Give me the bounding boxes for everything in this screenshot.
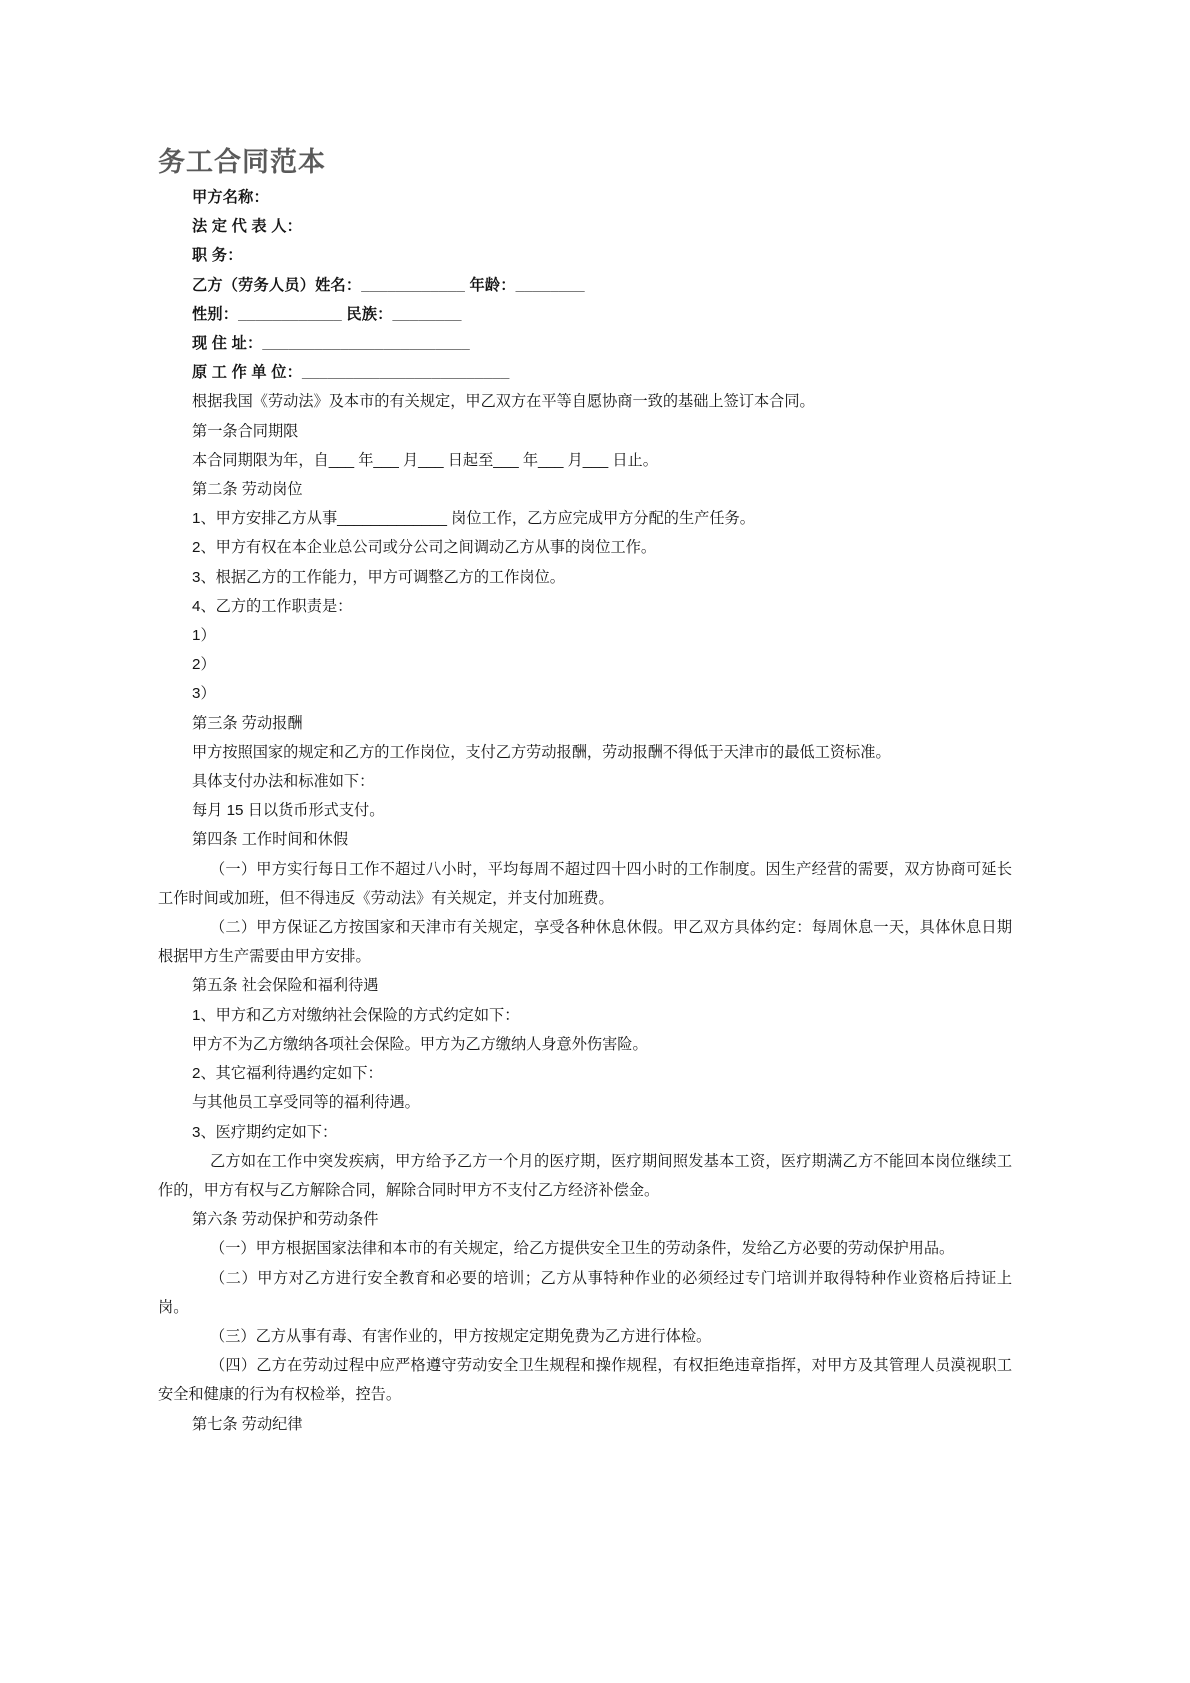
paragraph-article-5-item-2: 2、其它福利待遇约定如下： bbox=[192, 1065, 383, 1083]
paragraph-article-5-heading: 第五条 社会保险和福利待遇 bbox=[192, 977, 379, 995]
paragraph-article-3-body: 甲方按照国家的规定和乙方的工作岗位，支付乙方劳动报酬，劳动报酬不得低于天津市的最低工资标准。 bbox=[192, 743, 891, 761]
paragraph-article-3-method: 具体支付办法和标准如下： bbox=[192, 773, 375, 791]
paragraph-party-a-name: 甲方名称： bbox=[192, 189, 269, 206]
paragraph-duty-3: 3） bbox=[192, 685, 216, 703]
paragraph-article-5-item-1: 1、甲方和乙方对缴纳社会保险的方式约定如下： bbox=[192, 1006, 520, 1024]
paragraph-article-3-heading: 第三条 劳动报酬 bbox=[192, 714, 303, 732]
paragraph-article-5-item-1-body: 甲方不为乙方缴纳各项社会保险。甲方为乙方缴纳人身意外伤害险。 bbox=[192, 1035, 648, 1053]
paragraph-article-5-item-3-body: 乙方如在工作中突发疾病，甲方给予乙方一个月的医疗期，医疗期间照发基本工资，医疗期满乙方不能回本岗位继续工作的，甲方有权与乙方解除合同，解除合同时甲方不支付乙方经济补偿金。 bbox=[158, 1152, 1012, 1199]
paragraph-article-3-payday: 每月 15 日以货币形式支付。 bbox=[192, 802, 385, 820]
paragraph-article-6-item-1: （一）甲方根据国家法律和本市的有关规定，给乙方提供安全卫生的劳动条件，发给乙方必要的劳动保护用品。 bbox=[210, 1240, 955, 1258]
paragraph-article-5-item-2-body: 与其他员工享受同等的福利待遇。 bbox=[192, 1094, 420, 1112]
paragraph-article-2-item-4: 4、乙方的工作职责是： bbox=[192, 597, 353, 615]
paragraph-article-4-heading: 第四条 工作时间和休假 bbox=[192, 831, 349, 849]
paragraph-current-address: 现 住 址：________________________ bbox=[192, 335, 470, 353]
paragraph-article-1-heading: 第一条合同期限 bbox=[192, 422, 299, 440]
paragraph-duty-1: 1） bbox=[192, 627, 216, 645]
paragraph-duty-2: 2） bbox=[192, 656, 216, 674]
paragraph-article-2-item-3: 3、根据乙方的工作能力，甲方可调整乙方的工作岗位。 bbox=[192, 568, 565, 586]
paragraph-article-2-item-2: 2、甲方有权在本企业总公司或分公司之间调动乙方从事的岗位工作。 bbox=[192, 539, 657, 557]
paragraph-article-6-item-4: （四）乙方在劳动过程中应严格遵守劳动安全卫生规程和操作规程，有权拒绝违章指挥，对甲方及其管理人员漠视职工安全和健康的行为有权检举，控告。 bbox=[158, 1357, 1012, 1404]
paragraph-article-2-heading: 第二条 劳动岗位 bbox=[192, 481, 303, 499]
paragraph-article-4-item-1: （一）甲方实行每日工作不超过八小时，平均每周不超过四十四小时的工作制度。因生产经营的需要，双方协商可延长工作时间或加班，但不得违反《劳动法》有关规定，并支付加班费。 bbox=[158, 860, 1012, 907]
paragraph-article-7-heading: 第七条 劳动纪律 bbox=[192, 1415, 303, 1433]
paragraph-former-employer: 原 工 作 单 位：________________________ bbox=[192, 364, 510, 382]
document-title: 务工合同范本 bbox=[158, 147, 326, 177]
paragraph-article-6-item-3: （三）乙方从事有毒、有害作业的，甲方按规定定期免费为乙方进行体检。 bbox=[210, 1327, 712, 1345]
paragraph-legal-representative: 法 定 代 表 人： bbox=[192, 218, 303, 236]
paragraph-position: 职 务： bbox=[192, 247, 243, 265]
paragraph-preamble: 根据我国《劳动法》及本市的有关规定，甲乙双方在平等自愿协商一致的基础上签订本合同。 bbox=[192, 393, 815, 411]
paragraph-party-b-name-age: 乙方（劳务人员）姓名：____________ 年龄：________ bbox=[192, 276, 585, 294]
paragraph-article-2-item-1: 1、甲方安排乙方从事_____________ 岗位工作，乙方应完成甲方分配的生产任务。 bbox=[192, 510, 755, 528]
paragraph-article-6-heading: 第六条 劳动保护和劳动条件 bbox=[192, 1211, 379, 1229]
paragraph-article-6-item-2: （二）甲方对乙方进行安全教育和必要的培训；乙方从事特种作业的必须经过专门培训并取得特种作业资格后持证上岗。 bbox=[158, 1269, 1012, 1316]
document-body bbox=[158, 183, 1012, 1439]
paragraph-article-5-item-3: 3、医疗期约定如下： bbox=[192, 1123, 338, 1141]
paragraph-article-4-item-2: （二）甲方保证乙方按国家和天津市有关规定，享受各种休息休假。甲乙双方具体约定：每周休息一天，具体休息日期根据甲方生产需要由甲方安排。 bbox=[158, 919, 1012, 966]
paragraph-gender-ethnicity: 性别：____________ 民族：________ bbox=[192, 305, 462, 323]
paragraph-article-1-term: 本合同期限为年，自___ 年___ 月___ 日起至___ 年___ 月___ 日止。 bbox=[192, 451, 658, 469]
